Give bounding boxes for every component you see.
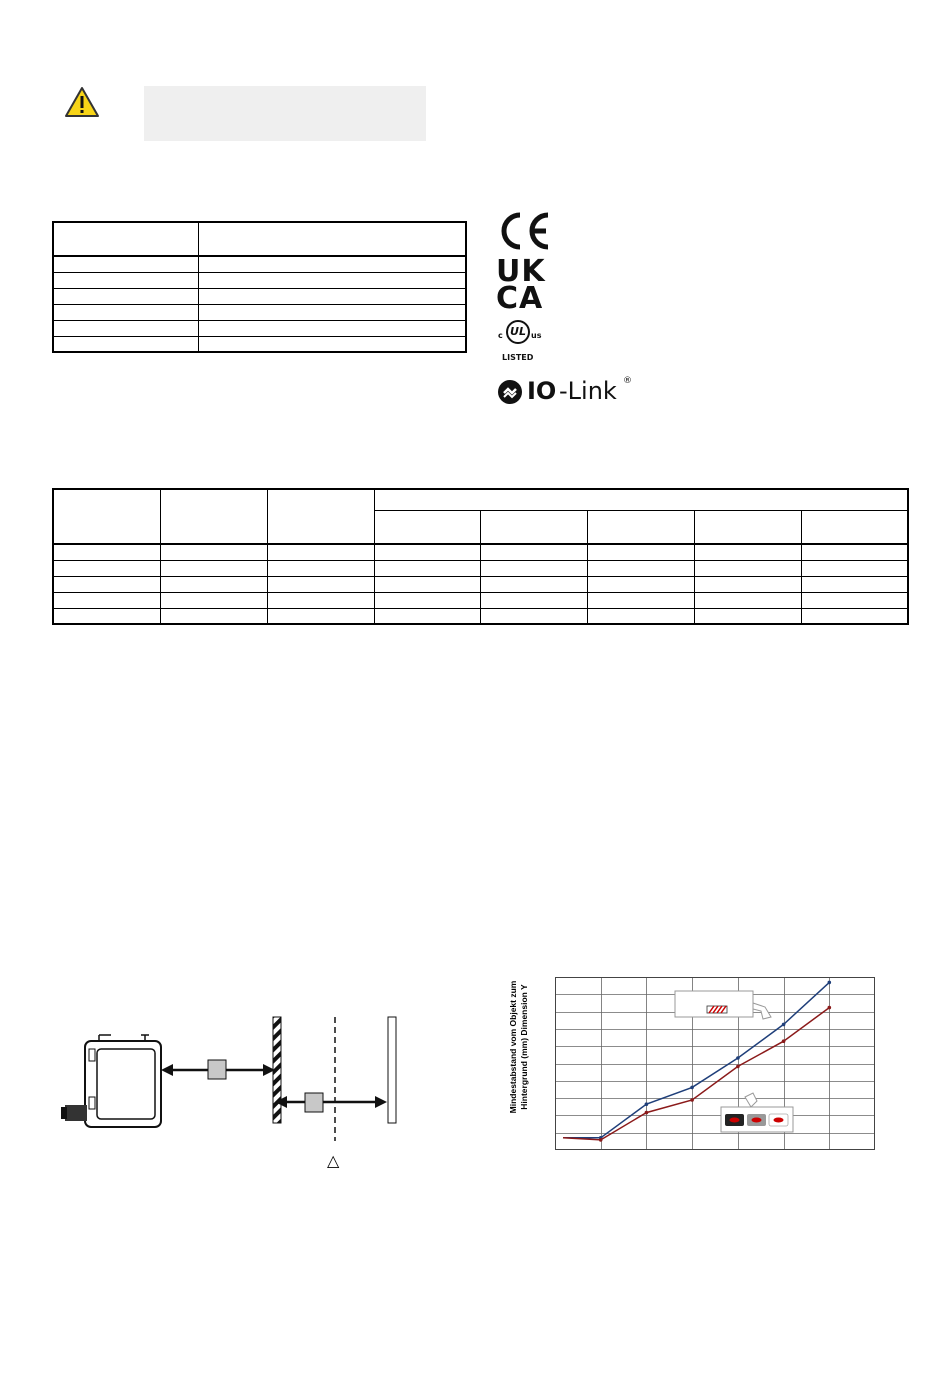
table-row (53, 576, 908, 592)
triangle-marker: △ (327, 1151, 340, 1170)
target-object (273, 1017, 281, 1123)
table-row (53, 592, 908, 608)
table-row (53, 272, 466, 288)
table-header-row (53, 222, 466, 256)
chart-point (828, 1006, 832, 1010)
chart-ylabel-line1: Mindestabstand vom Objekt zum (508, 980, 518, 1114)
io-link-symbol-icon (497, 379, 523, 405)
table-row (53, 560, 908, 576)
table-row (53, 320, 466, 336)
warning-icon (64, 86, 100, 118)
table-row (53, 336, 466, 352)
chart-point (690, 1098, 694, 1102)
ul-mark: UL (510, 325, 526, 338)
ce-logo-icon (498, 211, 552, 251)
io-link-bold: IO (527, 377, 557, 405)
chart-point (599, 1138, 603, 1142)
ukca-line1: UK (496, 254, 546, 289)
chart-point (782, 1039, 786, 1043)
chart-ylabel (508, 957, 538, 1137)
ukca-logo (496, 254, 556, 316)
io-link-rest: -Link (559, 377, 617, 405)
ul-listed-logo (496, 318, 546, 364)
ul-listed-label: LISTED (502, 353, 534, 362)
background-distance-chart (555, 977, 875, 1150)
io-link-registered: ® (623, 376, 632, 386)
io-link-logo (497, 376, 637, 406)
chart-point (736, 1056, 740, 1060)
table-header-row (53, 489, 908, 510)
legend-box-upper (675, 991, 771, 1019)
distance-arrow-x (161, 1060, 275, 1079)
ul-us-label: us (531, 331, 542, 340)
chart-point (645, 1111, 649, 1115)
warning-note-box (144, 86, 426, 141)
table-row (53, 608, 908, 624)
chart-ylabel-line2: Hintergrund (mm) Dimension Y (519, 984, 529, 1110)
table-row (53, 304, 466, 320)
ukca-line2: CA (496, 281, 544, 316)
background-plate (388, 1017, 396, 1123)
chart-point (736, 1065, 740, 1069)
model-table (52, 488, 909, 625)
table-row (53, 256, 466, 272)
hatched-target-icon (707, 1006, 727, 1013)
target-colour-samples-icon (725, 1114, 788, 1126)
ul-circle-icon (506, 320, 530, 344)
table-row (53, 544, 908, 560)
chart-point (782, 1023, 786, 1027)
chart-point (828, 981, 832, 985)
distance-arrow-y (275, 1093, 387, 1112)
ul-c-label: c (498, 331, 503, 340)
chart-point (645, 1102, 649, 1106)
specs-table (52, 221, 467, 353)
sensor-distance-diagram (55, 1005, 415, 1180)
sensor-icon (61, 1035, 161, 1127)
chart-point (690, 1086, 694, 1090)
table-row (53, 288, 466, 304)
